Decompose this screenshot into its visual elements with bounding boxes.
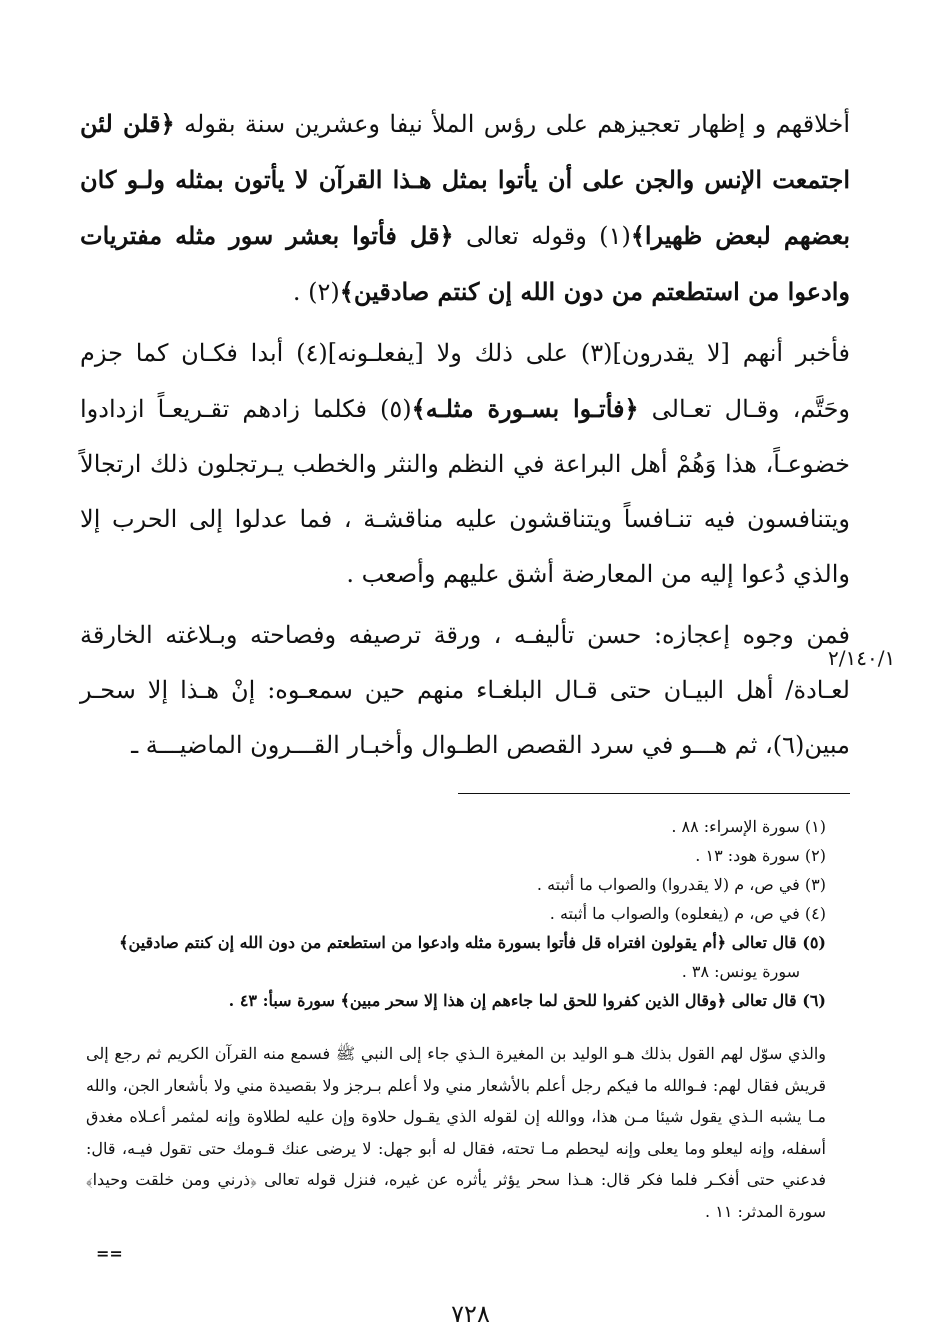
paragraph-3: فمن وجوه إعجازه: حسن تأليفـه ، ورقة ترصيفه وفصاحته وبـلاغته الخارقة لعـادة/ أهل البيـان حتى قـال البلغـاء منهم حين سمعـوه: إنْ هـذا إلا سحـر مبين(٦)، ثم هـــو في سرد القصص الطـوال وأخبـار القـــرون الماضيـــة ـ <box>80 621 850 759</box>
footnote: (٤) في ص، م (يفعلوه) والصواب ما أثبته . <box>549 904 826 923</box>
text-run: (٥) فكلما زادهم تقـريعـاً ازدادوا خضوعـاً، هذا وَهُمْ أهل البراعة في النظم والنثر والخطب يـرتجلون ذلك ارتجالاً ويتنافسون فيه تنـافساً ويتناقشون عليه مناقشـة ، فما عدلوا إلى الحرب إلا والذي دُعوا إليه من المعارضة أشق عليهم وأصعب . <box>80 395 850 588</box>
footnote: (٥) قال تعالى ﴿أم يقولون افتراه قل فأتوا بسورة مثله وادعوا من استطعتم من دون الله إن كنتم صادقين﴾ <box>119 933 826 952</box>
quran-quote: ﴿قلن لئن اجتمعت الإنس والجن على أن يأتوا بمثل هـذا القرآن لا يأتون بمثله ولـو كان بعضهم لبعض ظهيرا﴾ <box>80 109 851 250</box>
footnote: (١) سورة الإسراء: ٨٨ . <box>671 817 826 836</box>
main-text <box>80 96 850 773</box>
footnote: (٢) سورة هود: ١٣ . <box>695 846 826 865</box>
page-number: ٧٢٨ <box>451 1300 490 1328</box>
paragraph-2 <box>80 326 850 602</box>
quran-quote: ﴿قل فأتوا بعشر سور مثله مفتريات وادعوا من استطعتم من دون الله إن كنتم صادقين﴾ <box>80 221 850 306</box>
paragraph-1 <box>80 96 850 320</box>
footnote: (٦) قال تعالى ﴿وقال الذين كفروا للحق لما جاءهم إن هذا إلا سحر مبين﴾ سورة سبأ: ٤٣ . <box>228 991 826 1010</box>
footnotes <box>86 812 826 1015</box>
footnote: سورة يونس: ٣٨ . <box>681 962 800 981</box>
footnote-divider <box>458 793 850 794</box>
footnote-continuation: والذي سوّل لهم القول بذلك هـو الوليد بن المغيرة الـذي جاء إلى النبي ﷺ فسمع منه القرآن الكريم ثم رجع إلى قريش فقال لهم: فـوالله ما فيكم رجل أعلم بالأشعار مني ولا أعلم بـرجز ولا بقصيدة مني ولا بأشعار الجن، والله مـا يشبه الـذي يقول شيئا مـن هذا، ووالله إن لقوله الذي يقـول حلاوة وإن عليه لطلاوة وإنه لمثمر أعـلاه مغدق أسفله، وإنه ليعلو وما يعلى وإنه ليحطم مـا تحته، فقال له أبو جهل: لا يرضى عنك قـومك حتى تقول فيـه، قال: فدعني حتى أفكـر فلما فكر قال: هـذا سحر يؤثر يأثره عن غيره، فنزل قوله تعالى ﴿ذرني ومن خلقت وحيدا﴾ سورة المدثر: ١١ . <box>86 1044 827 1221</box>
text-run: فأخبر أنهم [لا يقدرون](٣) على ذلك ولا [يفعلـونه](٤) أبدا فكـان كما جزم وحَتَّم، وقـال تعـالى <box>80 339 851 423</box>
footnote: (٣) في ص، م (لا يقدروا) والصواب ما أثبته . <box>536 875 826 894</box>
text-run: أخلاقهم و إظهار تعجيزهم على رؤس الملأ نيفا وعشرين سنة بقوله <box>174 110 850 138</box>
text-run: (١) وقوله تعالى <box>453 222 631 250</box>
text-run: (٢) . <box>292 278 340 306</box>
continuation-mark: == <box>96 1244 123 1263</box>
manuscript-folio-reference: ٢/١٤٠/١ <box>828 646 896 670</box>
quran-quote: ﴿فأتـوا بسـورة مثلـه﴾ <box>411 394 639 423</box>
